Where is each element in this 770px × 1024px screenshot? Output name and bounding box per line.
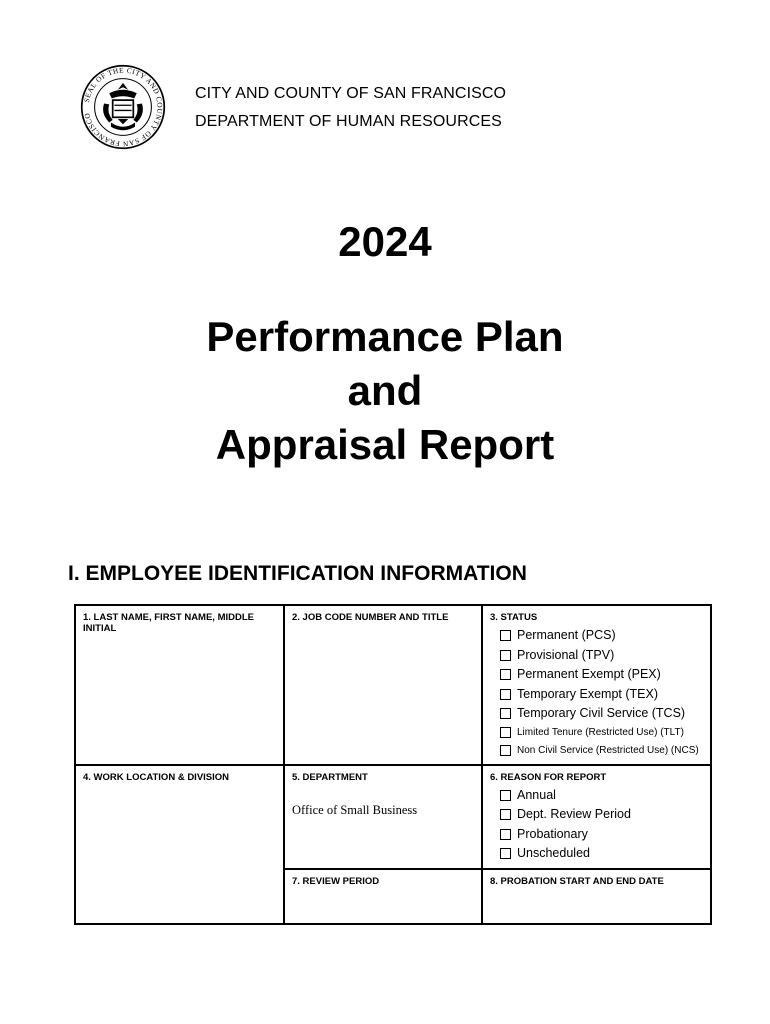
review-period-field[interactable] [284, 869, 482, 924]
job-code-label: 2. JOB CODE NUMBER AND TITLE [292, 612, 449, 623]
reason-option-probationary[interactable]: Probationary [500, 825, 703, 845]
city-seal-logo [80, 64, 166, 150]
department-field[interactable] [284, 765, 482, 869]
name-label: 1. LAST NAME, FIRST NAME, MIDDLE INITIAL [83, 612, 254, 634]
job-code-field[interactable] [284, 605, 482, 765]
document-title [0, 310, 770, 472]
reason-options [500, 786, 703, 864]
checkbox[interactable] [500, 669, 511, 680]
status-label: 3. STATUS [490, 612, 538, 623]
org-department: DEPARTMENT OF HUMAN RESOURCES [195, 113, 502, 130]
status-option-tcs[interactable]: Temporary Civil Service (TCS) [500, 704, 703, 724]
checkbox[interactable] [500, 790, 511, 801]
checkbox[interactable] [500, 650, 511, 661]
organization-header [195, 80, 506, 136]
status-field [482, 605, 711, 765]
checkbox[interactable] [500, 708, 511, 719]
status-option-ncs[interactable]: Non Civil Service (Restricted Use) (NCS) [500, 742, 703, 760]
probation-label: 8. PROBATION START AND END DATE [490, 875, 664, 887]
svg-text:SEAL OF THE CITY AND COUNTY OF: SEAL OF THE CITY AND COUNTY OF SAN FRANCISCO [81, 65, 165, 149]
status-option-tex[interactable]: Temporary Exempt (TEX) [500, 685, 703, 705]
reason-option-annual[interactable]: Annual [500, 786, 703, 806]
department-value: Office of Small Business [292, 802, 418, 817]
work-location-label: 4. WORK LOCATION & DIVISION [83, 771, 230, 783]
checkbox[interactable] [500, 689, 511, 700]
checkbox[interactable] [500, 727, 511, 738]
department-label: 5. DEPARTMENT [292, 771, 368, 783]
title-line-1: Performance Plan [206, 313, 564, 360]
status-option-tpv[interactable]: Provisional (TPV) [500, 646, 703, 666]
status-option-pcs[interactable]: Permanent (PCS) [500, 626, 703, 646]
name-field[interactable] [75, 605, 284, 765]
work-location-field[interactable] [75, 765, 284, 924]
document-year: 2024 [338, 218, 432, 265]
reason-field [482, 765, 711, 869]
review-period-label: 7. REVIEW PERIOD [292, 875, 380, 887]
title-line-3: Appraisal Report [215, 421, 555, 468]
status-option-tlt[interactable]: Limited Tenure (Restricted Use) (TLT) [500, 724, 703, 742]
status-options [500, 626, 703, 760]
checkbox[interactable] [500, 848, 511, 859]
checkbox[interactable] [500, 829, 511, 840]
reason-option-dept-review[interactable]: Dept. Review Period [500, 805, 703, 825]
status-option-pex[interactable]: Permanent Exempt (PEX) [500, 665, 703, 685]
checkbox[interactable] [500, 630, 511, 641]
title-line-2: and [347, 367, 423, 414]
checkbox[interactable] [500, 809, 511, 820]
employee-identification-table [74, 604, 712, 925]
reason-option-unscheduled[interactable]: Unscheduled [500, 844, 703, 864]
probation-dates-field[interactable] [482, 869, 711, 924]
org-name: CITY AND COUNTY OF SAN FRANCISCO [195, 85, 507, 102]
section-heading: I. EMPLOYEE IDENTIFICATION INFORMATION [68, 562, 527, 585]
reason-label: 6. REASON FOR REPORT [490, 771, 607, 783]
checkbox[interactable] [500, 745, 511, 756]
